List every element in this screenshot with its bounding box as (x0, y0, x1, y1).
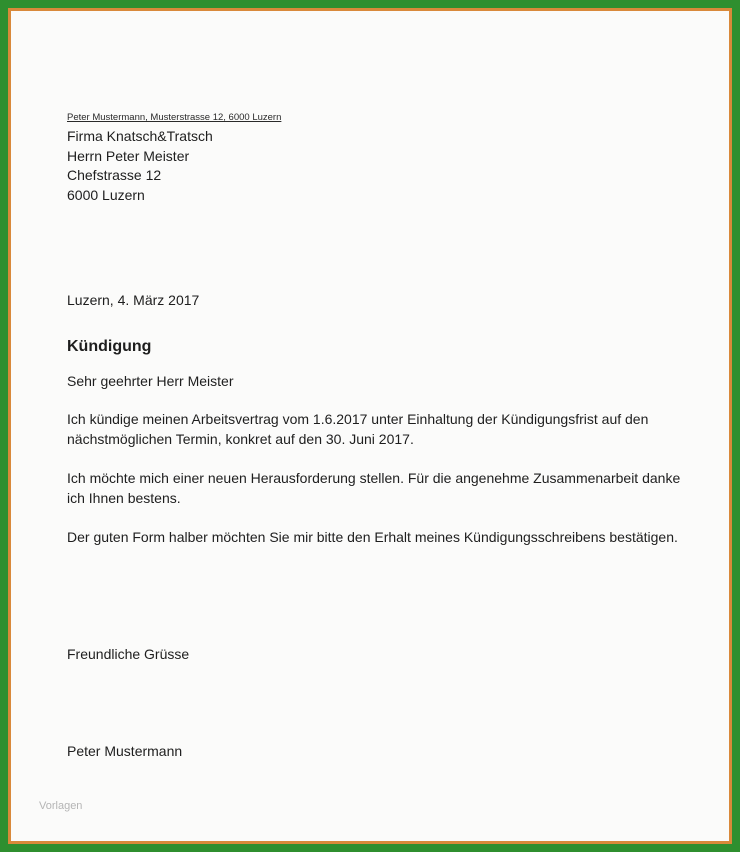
letter-page (11, 11, 729, 841)
sender-address-line: Peter Mustermann, Musterstrasse 12, 6000 Luzern (67, 112, 282, 123)
recipient-company: Firma Knatsch&Tratsch (67, 128, 213, 144)
letter-date: Luzern, 4. März 2017 (67, 292, 200, 308)
recipient-name: Herrn Peter Meister (67, 147, 190, 164)
watermark-text: Vorlagen (39, 800, 83, 812)
salutation: Sehr geehrter Herr Meister (67, 373, 234, 389)
body-paragraph: Ich kündige meinen Arbeitsvertrag vom 1.6.2017 unter Einhaltung der Kündigungsfrist auf den nächstmöglichen Termin, konkret auf den 30. Juni 2017. (67, 411, 649, 447)
recipient-city: 6000 Luzern (67, 186, 145, 203)
recipient-address (67, 127, 213, 205)
body-paragraph: Ich möchte mich einer neuen Herausforderung stellen. Für die angenehme Zusammenarbeit danke ich Ihnen bestens. (67, 470, 681, 506)
body-paragraph: Der guten Form halber möchten Sie mir bitte den Erhalt meines Kündigungsschreibens bestätigen. (67, 529, 678, 545)
recipient-street: Chefstrasse 12 (67, 167, 162, 183)
letter-subject: Kündigung (67, 338, 152, 355)
signature-name: Peter Mustermann (67, 743, 183, 759)
closing-greeting: Freundliche Grüsse (67, 646, 190, 662)
